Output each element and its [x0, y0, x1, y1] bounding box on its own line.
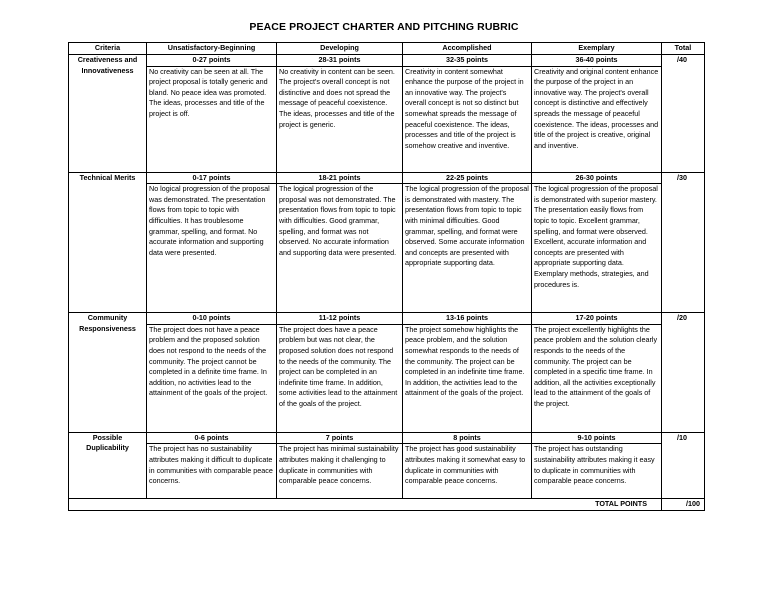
row-total: /40 [662, 55, 705, 173]
description-cell: Creativity in content somewhat enhance the purpose of the project in an innovative way. The project's overall concept is not so distinct but somewhat spreads the message of peaceful coexistence. The ideas, processes and title of the project is somehow creative and inventive. [403, 66, 532, 172]
description-cell: No creativity in content can be seen. The project's overall concept is not distinctive and does not spread the message of peaceful coexistence. The ideas, processes and title of the project is generic. [277, 66, 403, 172]
row-total: /30 [662, 172, 705, 313]
points-range: 18-21 points [277, 172, 403, 184]
points-range: 0-6 points [147, 432, 277, 444]
points-row [69, 55, 705, 67]
description-cell: Creativity and original content enhance the purpose of the project in an innovative way. The project's overall concept is distinctive and effectively spreads the message of peaceful coexistence. The ideas, processes and title of the project is creative, original and inventive. [532, 66, 662, 172]
description-row [69, 324, 705, 432]
description-cell: The project does have a peace problem but was not clear, the proposed solution does not respond to the needs of the community. The project can be completed in an indefinite time frame. In addition, some activities lead to the attainment of the goals of the project. [277, 324, 403, 432]
description-row [69, 184, 705, 313]
points-range: 9-10 points [532, 432, 662, 444]
total-points-row [69, 499, 705, 511]
points-row [69, 313, 705, 325]
criterion-label: Creativeness and [77, 55, 138, 64]
row-total: /10 [662, 432, 705, 499]
points-range: 17-20 points [532, 313, 662, 325]
points-row [69, 172, 705, 184]
header-level: Developing [277, 43, 403, 55]
criterion-label: Possible [92, 432, 123, 442]
points-range: 13-16 points [403, 313, 532, 325]
header-level: Unsatisfactory-Beginning [147, 43, 277, 55]
description-cell: The logical progression of the proposal is demonstrated with superior mastery. The presentation easily flows from topic to topic. Excellent grammar, spelling, and format were observed. Excellent, accurate information and concepts are presented with appropriate supporting data. Exemplary methods, strategies, and procedures is. [532, 184, 662, 313]
description-cell: The project excellently highlights the peace problem and the solution clearly responds to the needs of the community. The project can be completed in a specific time frame. In addition, all the activities exceptionally lead to the attainment of the goals of the project. [532, 324, 662, 432]
header-criteria: Criteria [69, 43, 147, 55]
criterion-cell [69, 172, 147, 313]
description-cell: The project has no sustainability attributes making it difficult to duplicate in communities with comparable peace concerns. [147, 444, 277, 499]
total-points-label: TOTAL POINTS [69, 499, 662, 511]
description-cell: No creativity can be seen at all. The project proposal is totally generic and bland. No peace idea was promoted. The ideas, processes and title of the project is off. [147, 66, 277, 172]
rubric-table [68, 42, 705, 511]
points-row [69, 432, 705, 444]
points-range: 26-30 points [532, 172, 662, 184]
points-range: 0-27 points [147, 55, 277, 67]
points-range: 0-17 points [147, 172, 277, 184]
header-level: Accomplished [403, 43, 532, 55]
description-cell: The project has minimal sustainability attributes making it challenging to duplicate in communities with comparable peace concerns. [277, 444, 403, 499]
description-cell: The project has outstanding sustainability attributes making it easy to duplicate in communities with comparable peace concerns. [532, 444, 662, 499]
criterion-label: Community [87, 313, 128, 323]
points-range: 0-10 points [147, 313, 277, 325]
header-level: Exemplary [532, 43, 662, 55]
header-total: Total [662, 43, 705, 55]
criterion-label: Responsiveness [79, 323, 136, 333]
row-total: /20 [662, 313, 705, 433]
description-cell: The logical progression of the proposal was not demonstrated. The presentation flows from topic to topic with difficulties. Good grammar, spelling, and format was not observed. No accurate information and supporting data were presented. [277, 184, 403, 313]
description-row [69, 444, 705, 499]
description-cell: The project somehow highlights the peace problem, and the solution somewhat responds to the needs of the community. The project can be completed in an indefinite time frame. In addition, the activities lead to the attainment of the goals of the project. [403, 324, 532, 432]
description-cell: No logical progression of the proposal was demonstrated. The presentation flows from topic to topic with difficulties. It has troublesome grammar, spelling, and format. No accurate information and supporting data were presented. [147, 184, 277, 313]
criterion-cell [69, 55, 147, 173]
description-row [69, 66, 705, 172]
points-range: 11-12 points [277, 313, 403, 325]
description-cell: The project has good sustainability attributes making it somewhat easy to duplicate in communities with comparable peace concerns. [403, 444, 532, 499]
header-row [69, 43, 705, 55]
criterion-cell [69, 432, 147, 499]
criterion-cell [69, 313, 147, 433]
page-title: PEACE PROJECT CHARTER AND PITCHING RUBRIC [249, 21, 519, 33]
points-range: 28-31 points [277, 55, 403, 67]
grand-total: /100 [662, 499, 705, 511]
points-range: 32-35 points [403, 55, 532, 67]
criterion-label: Innovativeness [81, 65, 134, 75]
points-range: 36-40 points [532, 55, 662, 67]
description-cell: The logical progression of the proposal is demonstrated with mastery. The presentation flows from topic to topic with minimal difficulties. Good grammar, spelling, and format were observed. Some accurate information and concepts are presented with appropriate supporting data. [403, 184, 532, 313]
points-range: 7 points [277, 432, 403, 444]
points-range: 8 points [403, 432, 532, 444]
criterion-label: Duplicability [86, 443, 129, 453]
description-cell: The project does not have a peace problem and the proposed solution does not respond to the needs of the community. The project cannot be completed in a definite time frame. In addition, no activities lead to the attainment of the goals of the project. [147, 324, 277, 432]
points-range: 22-25 points [403, 172, 532, 184]
criterion-label: Technical Merits [79, 172, 136, 182]
